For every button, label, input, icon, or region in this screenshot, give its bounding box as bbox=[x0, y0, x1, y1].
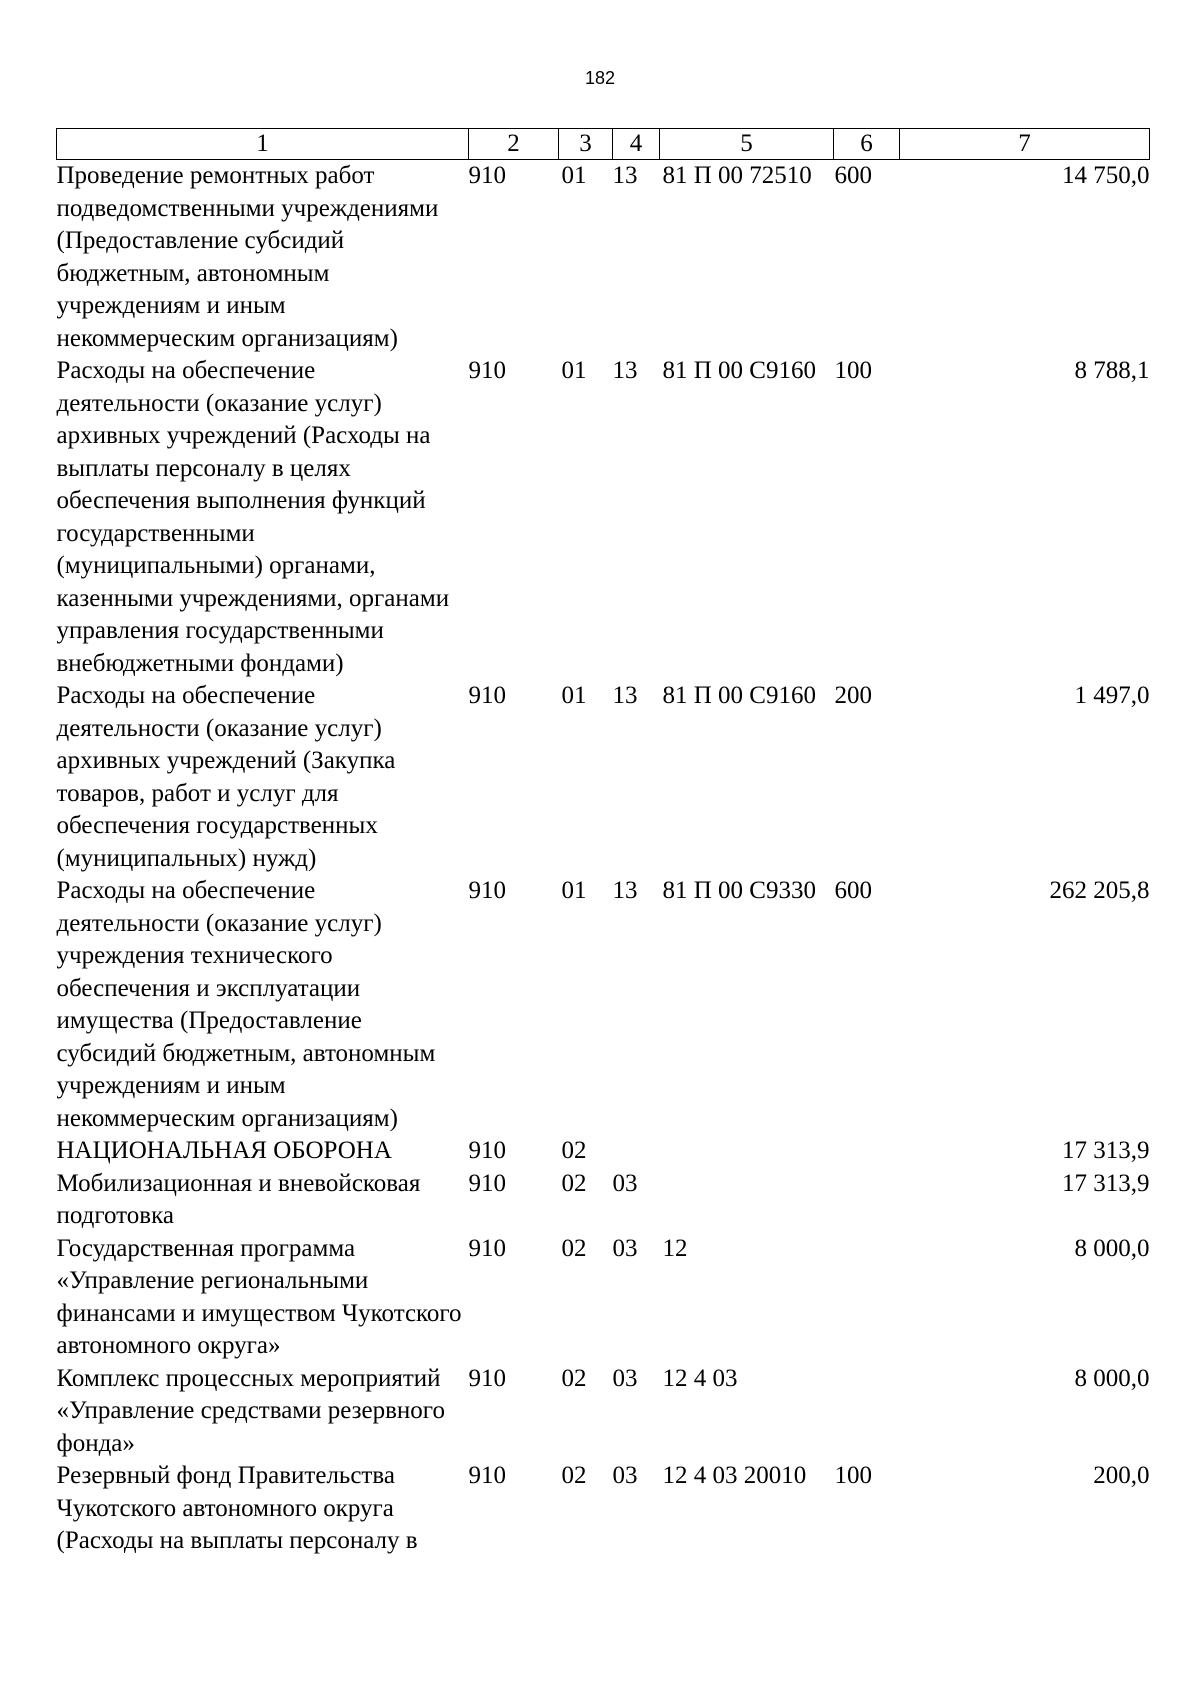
table-row bbox=[57, 1460, 1150, 1558]
row-code-5: 12 4 03 20010 bbox=[662, 1462, 807, 1489]
row-code-2: 910 bbox=[468, 1234, 506, 1262]
row-code-2: 910 bbox=[468, 1462, 506, 1489]
row-code-5: 12 bbox=[662, 1234, 688, 1262]
row-code-4 bbox=[613, 1135, 660, 1168]
row-code-2: 910 bbox=[468, 357, 506, 384]
row-name: НАЦИОНАЛЬНАЯ ОБОРОНА bbox=[56, 1137, 392, 1164]
row-code-6 bbox=[834, 1363, 900, 1461]
page-number: 182 bbox=[584, 68, 616, 88]
row-code-6: 600 bbox=[834, 162, 872, 189]
table-row bbox=[57, 160, 1150, 356]
row-code-3: 01 bbox=[561, 162, 587, 189]
row-code-6 bbox=[834, 1233, 900, 1363]
row-code-3: 02 bbox=[561, 1137, 587, 1164]
row-code-5 bbox=[660, 1135, 834, 1168]
row-code-2: 910 bbox=[468, 1364, 506, 1392]
row-code-4: 13 bbox=[612, 877, 638, 904]
row-code-5 bbox=[660, 1168, 834, 1233]
row-name: Комплекс процессных мероприятий «Управление средствами резервного фонда» bbox=[56, 1364, 445, 1457]
table-row bbox=[57, 680, 1150, 875]
row-code-3: 02 bbox=[561, 1169, 587, 1197]
row-code-6: 100 bbox=[834, 1462, 872, 1489]
column-header-3: 3 bbox=[559, 129, 613, 160]
row-code-5: 81 П 00 С9330 bbox=[662, 877, 816, 904]
column-header-5: 5 bbox=[660, 129, 834, 160]
row-code-2: 910 bbox=[468, 682, 506, 709]
column-header-4: 4 bbox=[613, 129, 660, 160]
row-amount: 14 750,0 bbox=[1062, 162, 1150, 189]
row-code-5: 81 П 00 С9160 bbox=[662, 357, 816, 384]
row-code-4: 13 bbox=[612, 682, 638, 709]
row-amount: 17 313,9 bbox=[1062, 1169, 1150, 1197]
row-code-4: 03 bbox=[612, 1169, 638, 1197]
row-code-5: 12 4 03 bbox=[662, 1364, 738, 1392]
table-row bbox=[57, 1135, 1150, 1168]
row-code-4: 13 bbox=[612, 357, 638, 384]
table-header-row bbox=[57, 129, 1150, 160]
table-row bbox=[57, 1233, 1150, 1363]
row-code-2: 910 bbox=[468, 162, 506, 189]
row-amount: 8 000,0 bbox=[1074, 1234, 1150, 1262]
row-code-2: 910 bbox=[468, 877, 506, 904]
budget-table bbox=[56, 128, 1150, 1558]
row-code-6: 100 bbox=[834, 357, 872, 384]
row-code-6 bbox=[834, 1168, 900, 1233]
row-amount: 1 497,0 bbox=[1074, 682, 1150, 709]
column-header-7: 7 bbox=[900, 129, 1150, 160]
row-name: Расходы на обеспечение деятельности (оказание услуг) архивных учреждений (Расходы на выплаты персоналу в целях обеспечения выполнения функций государственными (муниципальными) органами, казенными учреждениями, органами управления государственными внебюджетными фондами) bbox=[56, 357, 450, 677]
row-name: Мобилизационная и вневойсковая подготовка bbox=[56, 1169, 421, 1229]
row-code-2: 910 bbox=[468, 1169, 506, 1197]
table-row bbox=[57, 355, 1150, 680]
row-amount: 262 205,8 bbox=[1049, 877, 1150, 904]
row-code-3: 01 bbox=[561, 357, 587, 384]
row-code-5: 81 П 00 72510 bbox=[662, 162, 812, 189]
row-code-6: 200 bbox=[834, 682, 872, 709]
row-code-3: 01 bbox=[561, 877, 587, 904]
table-row bbox=[57, 1168, 1150, 1233]
row-name: Резервный фонд Правительства Чукотского автономного округа (Расходы на выплаты персоналу в bbox=[56, 1462, 418, 1554]
row-code-6 bbox=[834, 1135, 900, 1168]
row-code-4: 13 bbox=[612, 162, 638, 189]
row-code-6: 600 bbox=[834, 877, 872, 904]
row-code-3: 02 bbox=[561, 1462, 587, 1489]
row-amount: 8 000,0 bbox=[1074, 1364, 1150, 1392]
row-code-2: 910 bbox=[468, 1137, 506, 1164]
row-name: Расходы на обеспечение деятельности (оказание услуг) учреждения технического обеспечения и эксплуатации имущества (Предоставление субсидий бюджетным, автономным учреждениям и иным некоммерческим организациям) bbox=[56, 877, 436, 1132]
row-name: Государственная программа «Управление региональными финансами и имуществом Чукотского автономного округа» bbox=[56, 1234, 462, 1359]
table-row bbox=[57, 1363, 1150, 1461]
row-code-4: 03 bbox=[612, 1234, 638, 1262]
row-code-5: 81 П 00 С9160 bbox=[662, 682, 816, 709]
row-name: Расходы на обеспечение деятельности (оказание услуг) архивных учреждений (Закупка товаров, работ и услуг для обеспечения государственных (муниципальных) нужд) bbox=[56, 682, 396, 872]
row-code-4: 03 bbox=[612, 1462, 638, 1489]
row-code-3: 01 bbox=[561, 682, 587, 709]
row-name: Проведение ремонтных работ подведомственными учреждениями (Предоставление субсидий бюджетным, автономным учреждениям и иным некоммерческим организациям) bbox=[56, 162, 439, 352]
table-row bbox=[57, 875, 1150, 1135]
column-header-6: 6 bbox=[834, 129, 900, 160]
row-code-3: 02 bbox=[561, 1364, 587, 1392]
row-amount: 17 313,9 bbox=[1062, 1137, 1150, 1164]
row-amount: 8 788,1 bbox=[1074, 357, 1150, 384]
column-header-2: 2 bbox=[469, 129, 559, 160]
row-code-4: 03 bbox=[612, 1364, 638, 1392]
row-code-3: 02 bbox=[561, 1234, 587, 1262]
row-amount: 200,0 bbox=[1093, 1462, 1150, 1489]
column-header-1: 1 bbox=[57, 129, 469, 160]
